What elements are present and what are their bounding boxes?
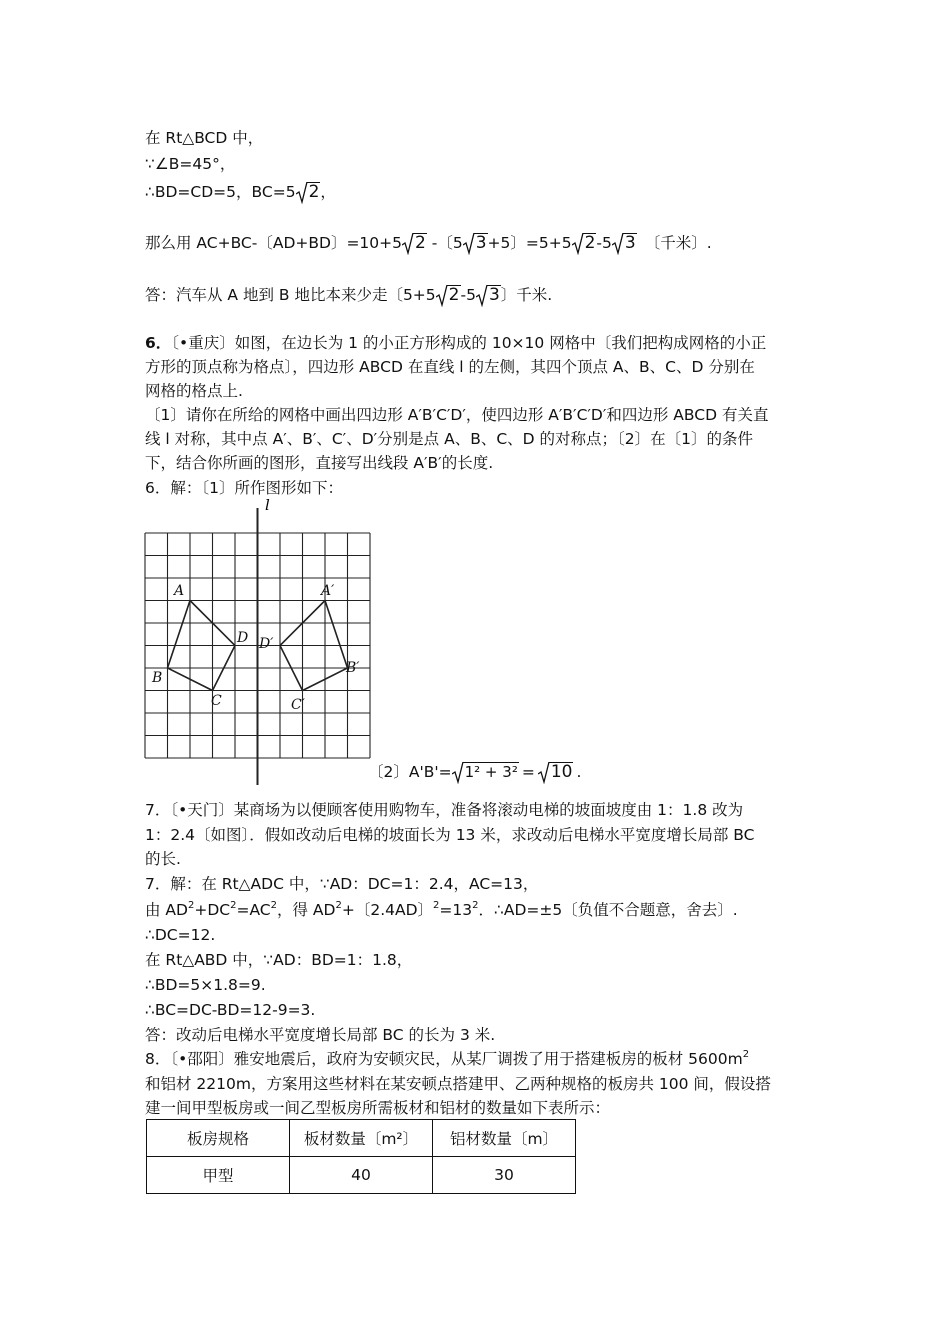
table-cell: 甲型 bbox=[147, 1157, 290, 1194]
materials-table bbox=[146, 1119, 576, 1194]
radicand: 3 bbox=[624, 233, 636, 253]
question-6-line: 线 l 对称，其中点 A′、B′、C′、D′分别是点 A、B、C、D 的对称点；〔2〕在〔1〕的条件 bbox=[145, 430, 753, 448]
text: 〔2〕A'B'= bbox=[368, 763, 452, 781]
text: . bbox=[576, 763, 582, 781]
text: 〔•重庆〕如图，在边长为 1 的小正方形构成的 10×10 网格中〔我们把构成网格的小正 bbox=[171, 334, 767, 352]
answer-7-line bbox=[145, 900, 738, 920]
answer-6-line: 6．解：〔1〕所作图形如下： bbox=[145, 479, 343, 497]
question-6-line bbox=[145, 333, 766, 353]
sqrt-expression bbox=[402, 233, 427, 253]
superscript: 2 bbox=[472, 900, 479, 911]
question-7-line: 1：2.4〔如图〕．假如改动后电梯的坡面长为 13 米，求改动后电梯水平宽度增长局部 BC bbox=[145, 826, 755, 844]
text: = bbox=[521, 763, 535, 781]
text-line: 在 Rt△BCD 中， bbox=[145, 129, 264, 147]
text-line: ∵∠B=45°， bbox=[145, 155, 236, 173]
superscript: 2 bbox=[230, 900, 237, 911]
question-7-line: 7．〔•天门〕某商场为以便顾客使用购物车，准备将滚动电梯的坡面坡度由 1：1.8 改为 bbox=[145, 801, 744, 819]
table-header-cell: 板材数量〔m²〕 bbox=[290, 1120, 433, 1157]
text: ．∴AD=±5〔负值不合题意，舍去〕. bbox=[478, 901, 738, 919]
line-label-l: l bbox=[265, 498, 270, 514]
label-d-prime: D′ bbox=[259, 636, 274, 652]
text-line bbox=[145, 285, 552, 305]
text: -5 bbox=[596, 234, 612, 252]
question-6-line: 下，结合你所画的图形，直接写出线段 A′B′的长度. bbox=[145, 454, 494, 472]
text: +DC bbox=[194, 901, 231, 919]
question-6-line: 方形的顶点称为格点〕，四边形 ABCD 在直线 l 的左侧，其四个顶点 A、B、C、D 分别在 bbox=[145, 358, 755, 376]
question-8-line: 和铝材 2210m，方案用这些材料在某安顿点搭建甲、乙两种规格的板房共 100 间，假设搭 bbox=[145, 1075, 771, 1093]
label-c-prime: C′ bbox=[291, 697, 305, 713]
text: -5 bbox=[460, 286, 476, 304]
radicand: 2 bbox=[308, 182, 320, 202]
text: ，得 AD bbox=[277, 901, 336, 919]
text: 由 AD bbox=[145, 901, 188, 919]
superscript: 2 bbox=[742, 1049, 750, 1060]
sqrt-expression bbox=[452, 762, 519, 782]
table-header-cell: 板房规格 bbox=[147, 1120, 290, 1157]
sqrt-expression bbox=[476, 285, 501, 305]
answer-6-part-2 bbox=[368, 762, 581, 782]
text: 答：汽车从 A 地到 B 地比本来少走〔5+5 bbox=[145, 286, 436, 304]
text: =13 bbox=[439, 901, 473, 919]
sqrt-expression bbox=[296, 182, 321, 202]
radicand: 3 bbox=[488, 285, 500, 305]
answer-7-line: 答：改动后电梯水平宽度增长局部 BC 的长为 3 米. bbox=[145, 1026, 496, 1044]
superscript: 2 bbox=[187, 900, 195, 911]
text: 〔千米〕. bbox=[644, 234, 712, 252]
sqrt-expression bbox=[538, 762, 574, 782]
text-line bbox=[145, 233, 712, 253]
radicand: 1² + 3² bbox=[464, 763, 518, 781]
answer-7-line: 在 Rt△ABD 中，∵AD：BD=1：1.8， bbox=[145, 951, 413, 969]
superscript: 2 bbox=[433, 900, 440, 911]
table-cell: 30 bbox=[433, 1157, 576, 1194]
label-b-prime: B′ bbox=[346, 660, 360, 676]
table-row bbox=[147, 1157, 576, 1194]
superscript: 2 bbox=[335, 900, 342, 911]
grid-figure bbox=[140, 498, 380, 788]
radicand: 2 bbox=[448, 285, 460, 305]
sqrt-expression bbox=[612, 233, 637, 253]
label-c: C bbox=[211, 693, 222, 709]
table-header-cell: 铝材数量〔m〕 bbox=[433, 1120, 576, 1157]
text: +〔2.4AD〕 bbox=[341, 901, 434, 919]
question-8-line bbox=[145, 1049, 749, 1069]
text: -〔5 bbox=[426, 234, 463, 252]
radicand: 2 bbox=[415, 233, 426, 253]
question-number: 6． bbox=[145, 334, 172, 352]
sqrt-expression bbox=[572, 233, 597, 253]
radicand: 10 bbox=[550, 762, 573, 782]
question-7-line: 的长. bbox=[145, 850, 181, 868]
sqrt-expression bbox=[463, 233, 488, 253]
superscript: 2 bbox=[270, 900, 277, 911]
label-a: A bbox=[174, 583, 185, 599]
sqrt-expression bbox=[436, 285, 461, 305]
label-a-prime: A′ bbox=[321, 583, 335, 599]
table-header-row bbox=[147, 1120, 576, 1157]
question-6-line: 网格的格点上. bbox=[145, 382, 243, 400]
label-b: B bbox=[152, 670, 163, 686]
label-d: D bbox=[237, 630, 249, 646]
question-8-line: 建一间甲型板房或一间乙型板房所需板材和铝材的数量如下表所示： bbox=[145, 1099, 611, 1117]
text: =AC bbox=[236, 901, 271, 919]
text-line bbox=[145, 182, 336, 202]
text: ， bbox=[320, 183, 336, 201]
answer-7-line: ∴BD=5×1.8=9. bbox=[145, 976, 266, 994]
text: +5〕=5+5 bbox=[487, 234, 572, 252]
text: 8．〔•邵阳〕雅安地震后，政府为安顿灾民，从某厂调拨了用于搭建板房的板材 5600m bbox=[145, 1050, 743, 1068]
text: ∴BD=CD=5，BC=5 bbox=[145, 183, 296, 201]
text: 那么用 AC+BC-〔AD+BD〕=10+5 bbox=[145, 234, 402, 252]
answer-7-line: ∴DC=12. bbox=[145, 926, 216, 944]
radicand: 3 bbox=[475, 233, 487, 253]
table-cell: 40 bbox=[290, 1157, 433, 1194]
text: 〕千米. bbox=[500, 286, 553, 304]
answer-7-line: ∴BC=DC-BD=12-9=3. bbox=[145, 1001, 316, 1019]
question-6-line: 〔1〕请你在所给的网格中画出四边形 A′B′C′D′，使四边形 A′B′C′D′和四边形 ABCD 有关直 bbox=[145, 406, 769, 424]
answer-7-line: 7．解：在 Rt△ADC 中，∵AD：DC=1：2.4，AC=13， bbox=[145, 875, 539, 893]
radicand: 2 bbox=[584, 233, 596, 253]
